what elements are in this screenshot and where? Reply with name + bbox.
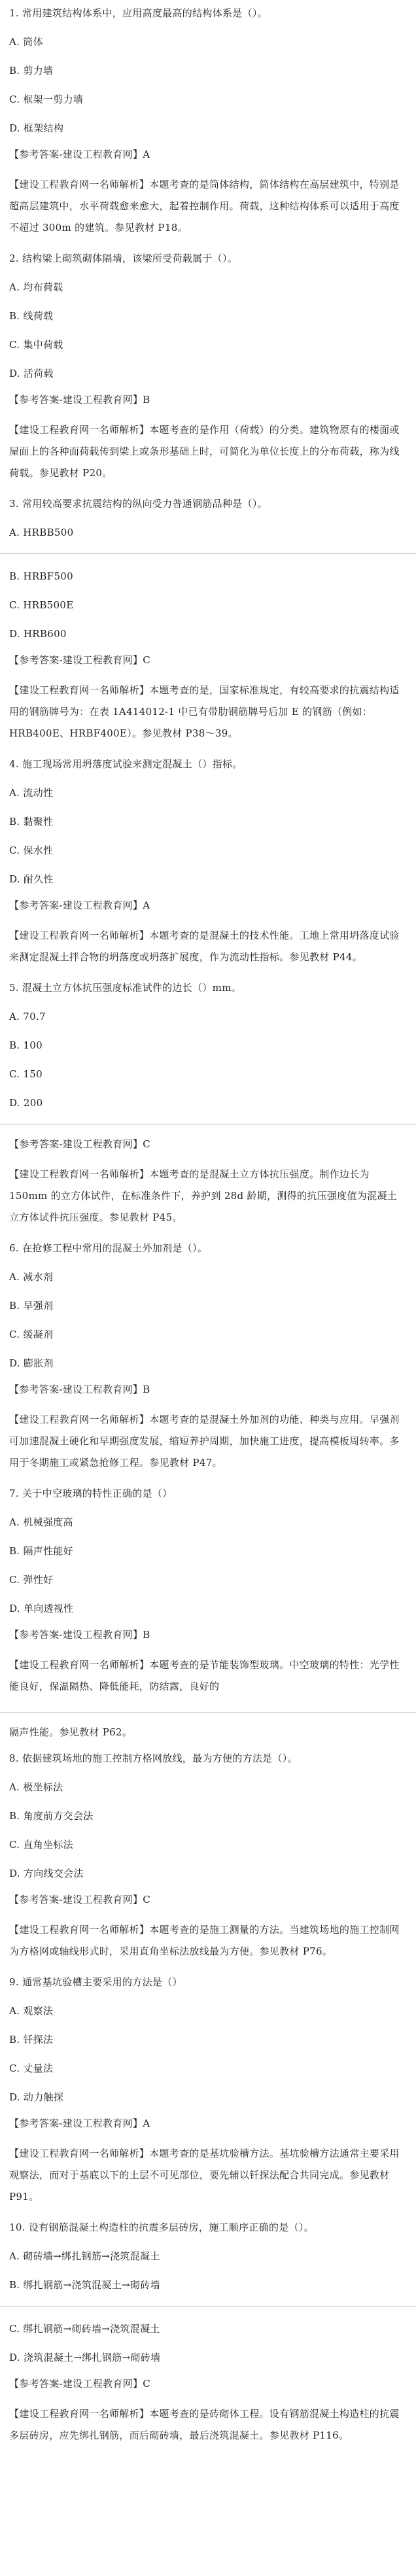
reference-answer: 【参考答案-建设工程教育网】A xyxy=(9,2117,150,2129)
answer-option: C. 直角坐标法 xyxy=(9,1839,73,1851)
answer-option: B. 剪力墙 xyxy=(9,65,54,77)
answer-explanation: 【建设工程教育网一名师解析】本题考查的是施工测量的方法。当建筑场地的施工控制网为方格网或轴线形式时，采用直角坐标法放线最为方便。参见教材 P76。 xyxy=(9,1924,400,1957)
page-divider xyxy=(0,1712,416,1713)
reference-answer: 【参考答案-建设工程教育网】A xyxy=(9,148,150,160)
answer-option: D. HRB600 xyxy=(9,628,67,640)
answer-option: D. 耐久性 xyxy=(9,873,54,885)
question-text: 1. 常用建筑结构体系中，应用高度最高的结构体系是（）。 xyxy=(9,7,268,19)
answer-option: C. HRB500E xyxy=(9,599,74,611)
answer-option: A. 流动性 xyxy=(9,787,54,799)
question-text: 4. 施工现场常用坍落度试验来测定混凝土（）指标。 xyxy=(9,758,243,770)
answer-option: A. 70.7 xyxy=(9,1011,46,1022)
question-text: 8. 依据建筑场地的施工控制方格网放线，最为方便的方法是（）。 xyxy=(9,1752,298,1764)
reference-answer: 【参考答案-建设工程教育网】B xyxy=(9,1384,150,1395)
answer-option: D. 单向透视性 xyxy=(9,1603,74,1614)
answer-option: B. HRBF500 xyxy=(9,570,73,582)
answer-option: D. 框架结构 xyxy=(9,122,64,134)
answer-option: D. 膨胀剂 xyxy=(9,1357,54,1369)
reference-answer: 【参考答案-建设工程教育网】C xyxy=(9,1894,151,1906)
answer-explanation: 【建设工程教育网一名师解析】本题考查的是砖砌体工程。设有钢筋混凝土构造柱的抗震多层砖房，应先绑扎钢筋，而后砌砖墙，最后浇筑混凝土。参见教材 P116。 xyxy=(9,2408,400,2441)
answer-option: C. 框架一剪力墙 xyxy=(9,94,84,105)
answer-option: D. 动力触探 xyxy=(9,2091,64,2103)
answer-option: A. 均布荷载 xyxy=(9,281,63,293)
answer-option: B. 黏聚性 xyxy=(9,816,54,827)
answer-option: A. 减水剂 xyxy=(9,1271,54,1283)
reference-answer: 【参考答案-建设工程教育网】B xyxy=(9,1629,150,1641)
question-text: 3. 常用较高要求抗震结构的纵向受力普通钢筋品种是（）。 xyxy=(9,498,268,510)
answer-option: A. 极坐标法 xyxy=(9,1781,63,1793)
reference-answer: 【参考答案-建设工程教育网】C xyxy=(9,2378,151,2390)
answer-option: A. HRBB500 xyxy=(9,527,74,538)
reference-answer: 【参考答案-建设工程教育网】B xyxy=(9,394,150,406)
answer-option: B. 绑扎钢筋→浇筑混凝土→砌砖墙 xyxy=(9,2279,160,2291)
answer-option: C. 丈量法 xyxy=(9,2063,54,2074)
answer-explanation: 【建设工程教育网一名师解析】本题考查的是作用（荷载）的分类。建筑物原有的楼面或屋面上的各种面荷载传到梁上或条形基础上时，可简化为单位长度上的分布荷载，称为线荷载。参见教材 P20。 xyxy=(9,424,400,479)
question-text: 10. 设有钢筋混凝土构造柱的抗震多层砖房，施工顺序正确的是（）。 xyxy=(9,2221,315,2233)
answer-option: B. 线荷载 xyxy=(9,310,54,322)
answer-explanation: 【建设工程教育网一名师解析】本题考查的是混凝土的技术性能。工地上常用坍落度试验来测定混凝土拌合物的坍落度或坍落扩展度，作为流动性指标。参见教材 P44。 xyxy=(9,930,400,963)
answer-explanation: 【建设工程教育网一名师解析】本题考查的是筒体结构，筒体结构在高层建筑中，特别是超高层建筑中，水平荷载愈来愈大，起着控制作用。荷载，这种结构体系可以适用于高度不超过 300m 的建筑。参见教材 P18。 xyxy=(9,179,400,234)
answer-option: C. 150 xyxy=(9,1068,43,1080)
answer-option: B. 钎探法 xyxy=(9,2034,54,2045)
answer-explanation: 【建设工程教育网一名师解析】本题考查的是混凝土立方体抗压强度。制作边长为 150mm 的立方体试件，在标准条件下，养护到 28d 龄期，测得的抗压强度值为混凝土立方体试件抗压强度。参见教材 P45。 xyxy=(9,1168,397,1223)
answer-option: C. 保水性 xyxy=(9,844,54,856)
answer-option: C. 缓凝剂 xyxy=(9,1329,54,1340)
answer-option: A. 砌砖墙→绑扎钢筋→浇筑混凝土 xyxy=(9,2250,160,2262)
question-text: 9. 通常基坑验槽主要采用的方法是（） xyxy=(9,1976,182,1988)
answer-option: B. 早强剂 xyxy=(9,1300,54,1312)
reference-answer: 【参考答案-建设工程教育网】C xyxy=(9,1138,151,1150)
answer-option: C. 绑扎钢筋→砌砖墙→浇筑混凝土 xyxy=(9,2323,160,2335)
answer-option: A. 机械强度高 xyxy=(9,1516,73,1528)
answer-option: A. 筒体 xyxy=(9,36,43,48)
answer-option: C. 弹性好 xyxy=(9,1574,54,1586)
answer-option: B. 角度前方交会法 xyxy=(9,1810,94,1822)
answer-explanation: 【建设工程教育网一名师解析】本题考查的是基坑验槽方法。基坑验槽方法通常主要采用观察法，而对于基底以下的土层不可见部位，要先辅以钎探法配合共同完成。参见教材 P91。 xyxy=(9,2148,400,2202)
answer-option: A. 观察法 xyxy=(9,2005,54,2017)
question-text: 隔声性能。参见教材 P62。 xyxy=(9,1726,133,1738)
question-text: 7. 关于中空玻璃的特性正确的是（） xyxy=(9,1488,173,1499)
answer-option: B. 100 xyxy=(9,1039,43,1051)
answer-option: C. 集中荷载 xyxy=(9,339,63,351)
answer-option: D. 方向线交会法 xyxy=(9,1868,84,1879)
page-divider xyxy=(0,553,416,554)
answer-option: B. 隔声性能好 xyxy=(9,1545,73,1557)
answer-explanation: 【建设工程教育网一名师解析】本题考查的是混凝土外加剂的功能、种类与应用。早强剂可加速混凝土硬化和早期强度发展，缩短养护周期，加快施工进度，提高模板周转率。多用于冬期施工或紧急抢修工程。参见教材 P47。 xyxy=(9,1414,400,1469)
question-text: 5. 混凝土立方体抗压强度标准试件的边长（）mm。 xyxy=(9,982,242,994)
question-text: 6. 在抢修工程中常用的混凝土外加剂是（）。 xyxy=(9,1242,208,1254)
reference-answer: 【参考答案-建设工程教育网】A xyxy=(9,899,150,911)
answer-explanation: 【建设工程教育网一名师解析】本题考查的是，国家标准规定，有较高要求的抗震结构适用的钢筋牌号为：在表 1A414012-1 中已有带肋钢筋牌号后加 E 的钢筋（例如：HRB400E、HRBF400E）。参见教材 P38～39。 xyxy=(9,684,400,739)
answer-option: D. 活荷载 xyxy=(9,368,54,379)
answer-option: D. 浇筑混凝土→绑扎钢筋→砌砖墙 xyxy=(9,2352,161,2363)
question-text: 2. 结构梁上砌筑砌体隔墙，该梁所受荷载属于（）。 xyxy=(9,252,238,264)
reference-answer: 【参考答案-建设工程教育网】C xyxy=(9,654,151,666)
answer-explanation: 【建设工程教育网一名师解析】本题考查的是节能装饰型玻璃。中空玻璃的特性：光学性能良好，保温隔热、降低能耗，防结露，良好的 xyxy=(9,1659,400,1692)
answer-option: D. 200 xyxy=(9,1097,43,1109)
